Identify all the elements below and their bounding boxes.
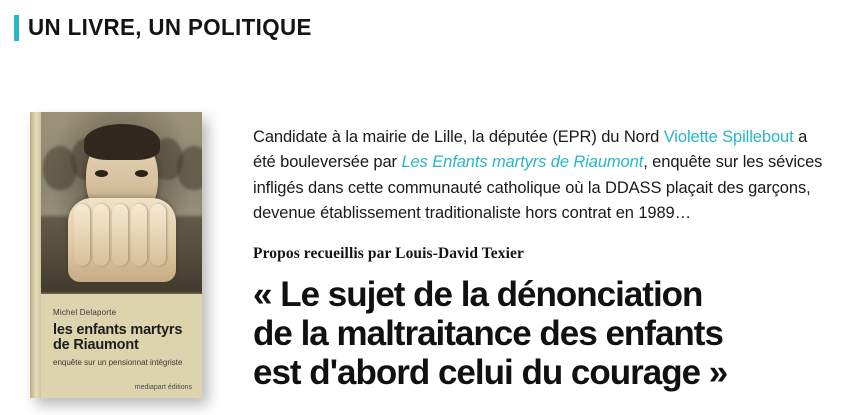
cover-title xyxy=(53,323,190,353)
article-standfirst xyxy=(253,125,823,227)
article-column xyxy=(253,108,823,415)
kicker-label: UN LIVRE, UN POLITIQUE xyxy=(28,14,312,40)
cover-author: Michel Delaporte xyxy=(53,308,117,317)
cover-publisher: mediapart éditions xyxy=(134,384,192,391)
byline: Propos recueillis par Louis-David Texier xyxy=(253,244,524,262)
highlighted-book-title: Les Enfants martyrs de Riaumont xyxy=(401,153,644,171)
kicker-accent-bar xyxy=(14,15,19,41)
cover-subtitle: enquête sur un pensionnat intégriste xyxy=(53,358,183,367)
book-spine xyxy=(30,112,41,398)
finger xyxy=(74,204,90,266)
cover-title-line-1: les enfants martyrs xyxy=(53,322,183,338)
rubric-kicker xyxy=(14,14,320,41)
chapo-part-3: , enquête sur les sévices infligés dans cette communauté catholique où la DDASS plaçait des garçons, devenue établissement traditionaliste hors contrat en 1989… xyxy=(253,153,823,222)
cover-photograph xyxy=(41,112,202,294)
eye-right xyxy=(135,170,148,177)
headline-line-1: « Le sujet de la dénonciation xyxy=(253,274,703,314)
chapo-part-2: a été bouleversée par xyxy=(253,127,808,171)
cover-text-block xyxy=(41,294,202,398)
article-headline xyxy=(253,275,823,392)
headline-line-2: de la maltraitance des enfants xyxy=(253,313,723,353)
finger xyxy=(131,204,147,266)
eye-left xyxy=(95,170,108,177)
book-cover-image xyxy=(22,112,212,400)
chapo-part-1: Candidate à la mairie de Lille, la députée (EPR) du Nord xyxy=(253,127,664,146)
book-cover xyxy=(30,112,202,398)
hands-covering-mouth xyxy=(68,198,176,282)
finger xyxy=(150,204,166,266)
hair-shape xyxy=(84,124,160,160)
headline-line-3: est d'abord celui du courage » xyxy=(253,352,728,392)
highlighted-person-name: Violette Spillebout xyxy=(663,127,794,146)
finger xyxy=(93,204,109,266)
background-face-icon xyxy=(177,146,202,190)
cover-title-line-2: de Riaumont xyxy=(53,337,139,353)
finger xyxy=(112,204,128,266)
